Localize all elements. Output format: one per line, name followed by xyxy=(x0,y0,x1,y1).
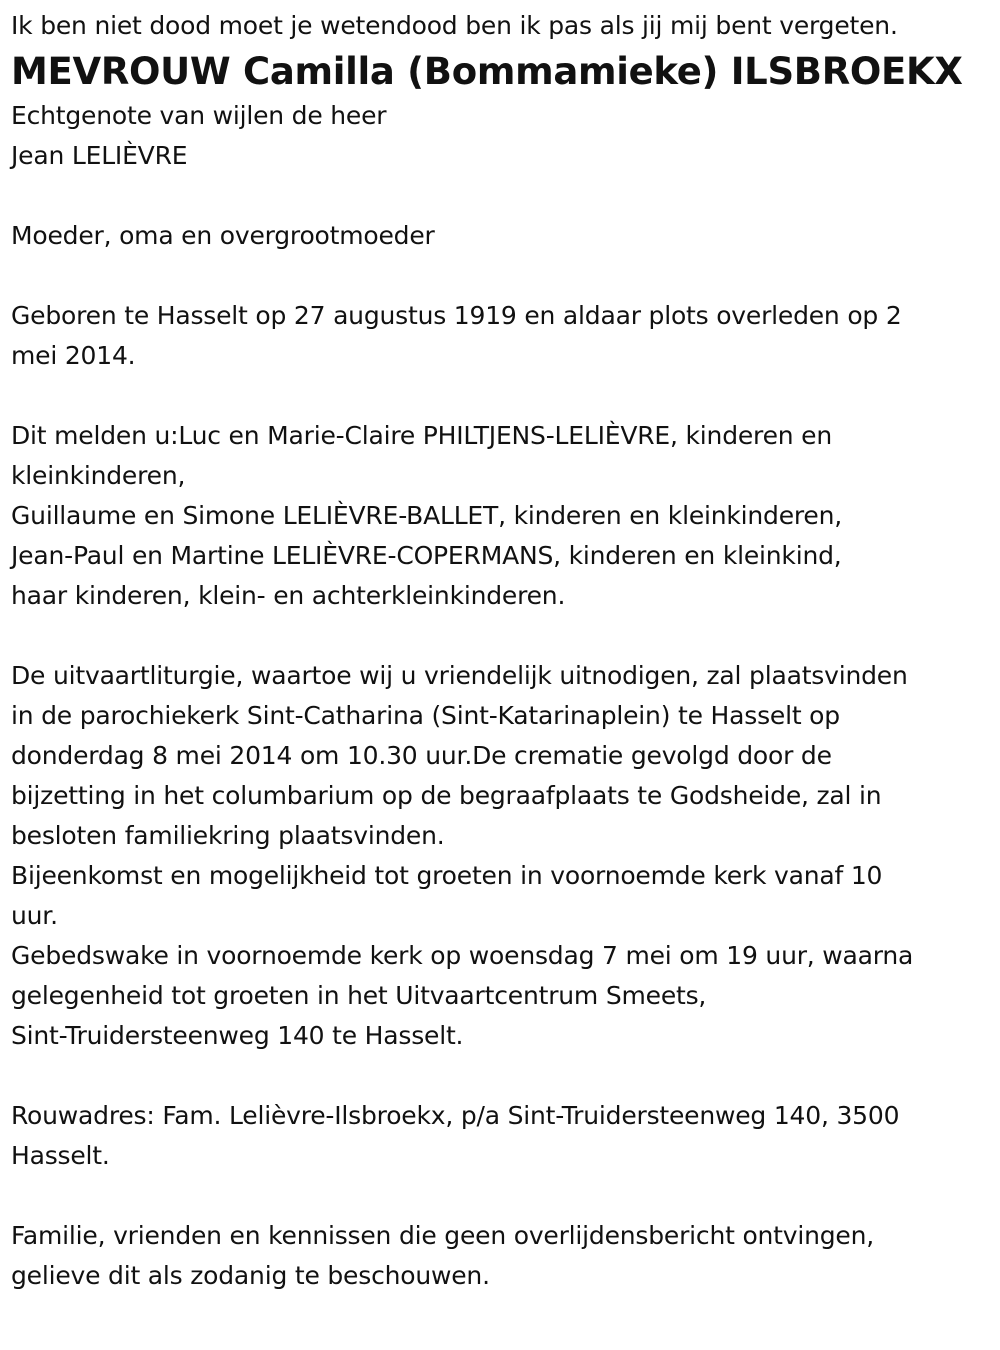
birth-death-line-2: mei 2014. xyxy=(11,341,136,370)
funeral-line-9: gelegenheid tot groeten in het Uitvaartcentrum Smeets, xyxy=(11,981,707,1010)
spacer xyxy=(11,176,990,216)
announcers-line-5: haar kinderen, klein- en achterkleinkinderen. xyxy=(11,581,566,610)
announcers-line-3: Guillaume en Simone LELIÈVRE-BALLET, kinderen en kleinkinderen, xyxy=(11,501,843,530)
funeral-line-1: De uitvaartliturgie, waartoe wij u vriendelijk uitnodigen, zal plaatsvinden xyxy=(11,661,908,690)
funeral-line-8: Gebedswake in voornoemde kerk op woensdag 7 mei om 19 uur, waarna xyxy=(11,941,914,970)
spacer xyxy=(11,256,990,296)
spouse-line-2: Jean LELIÈVRE xyxy=(11,141,188,170)
funeral-line-4: bijzetting in het columbarium op de begraafplaats te Godsheide, zal in xyxy=(11,781,882,810)
announcers-line-4: Jean-Paul en Martine LELIÈVRE-COPERMANS, kinderen en kleinkind, xyxy=(11,541,842,570)
funeral-line-6: Bijeenkomst en mogelijkheid tot groeten in voornoemde kerk vanaf 10 xyxy=(11,861,883,890)
announcers-line-1: Dit melden u:Luc en Marie-Claire PHILTJENS-LELIÈVRE, kinderen en xyxy=(11,421,832,450)
funeral-line-2: in de parochiekerk Sint-Catharina (Sint-Katarinaplein) te Hasselt op xyxy=(11,701,840,730)
deceased-name-heading: MEVROUW Camilla (Bommamieke) ILSBROEKX xyxy=(11,50,963,93)
closing-line-1: Familie, vrienden en kennissen die geen overlijdensbericht ontvingen, xyxy=(11,1221,875,1250)
role-text: Moeder, oma en overgrootmoeder xyxy=(11,221,435,250)
funeral-line-10: Sint-Truidersteenweg 140 te Hasselt. xyxy=(11,1021,464,1050)
motto-text: Ik ben niet dood moet je wetendood ben ik pas als jij mij bent vergeten. xyxy=(11,11,898,40)
funeral-line-3: donderdag 8 mei 2014 om 10.30 uur.De crematie gevolgd door de xyxy=(11,741,832,770)
spacer xyxy=(11,376,990,416)
spouse-line-1: Echtgenote van wijlen de heer xyxy=(11,101,387,130)
funeral-line-7: uur. xyxy=(11,901,58,930)
address-line-2: Hasselt. xyxy=(11,1141,110,1170)
announcers-line-2: kleinkinderen, xyxy=(11,461,186,490)
closing-line-2: gelieve dit als zodanig te beschouwen. xyxy=(11,1261,490,1290)
spacer xyxy=(11,616,990,656)
birth-death-line-1: Geboren te Hasselt op 27 augustus 1919 en aldaar plots overleden op 2 xyxy=(11,301,902,330)
funeral-line-5: besloten familiekring plaatsvinden. xyxy=(11,821,445,850)
spacer xyxy=(11,1056,990,1096)
spacer xyxy=(11,1176,990,1216)
address-line-1: Rouwadres: Fam. Lelièvre-Ilsbroekx, p/a Sint-Truidersteenweg 140, 3500 xyxy=(11,1101,900,1130)
